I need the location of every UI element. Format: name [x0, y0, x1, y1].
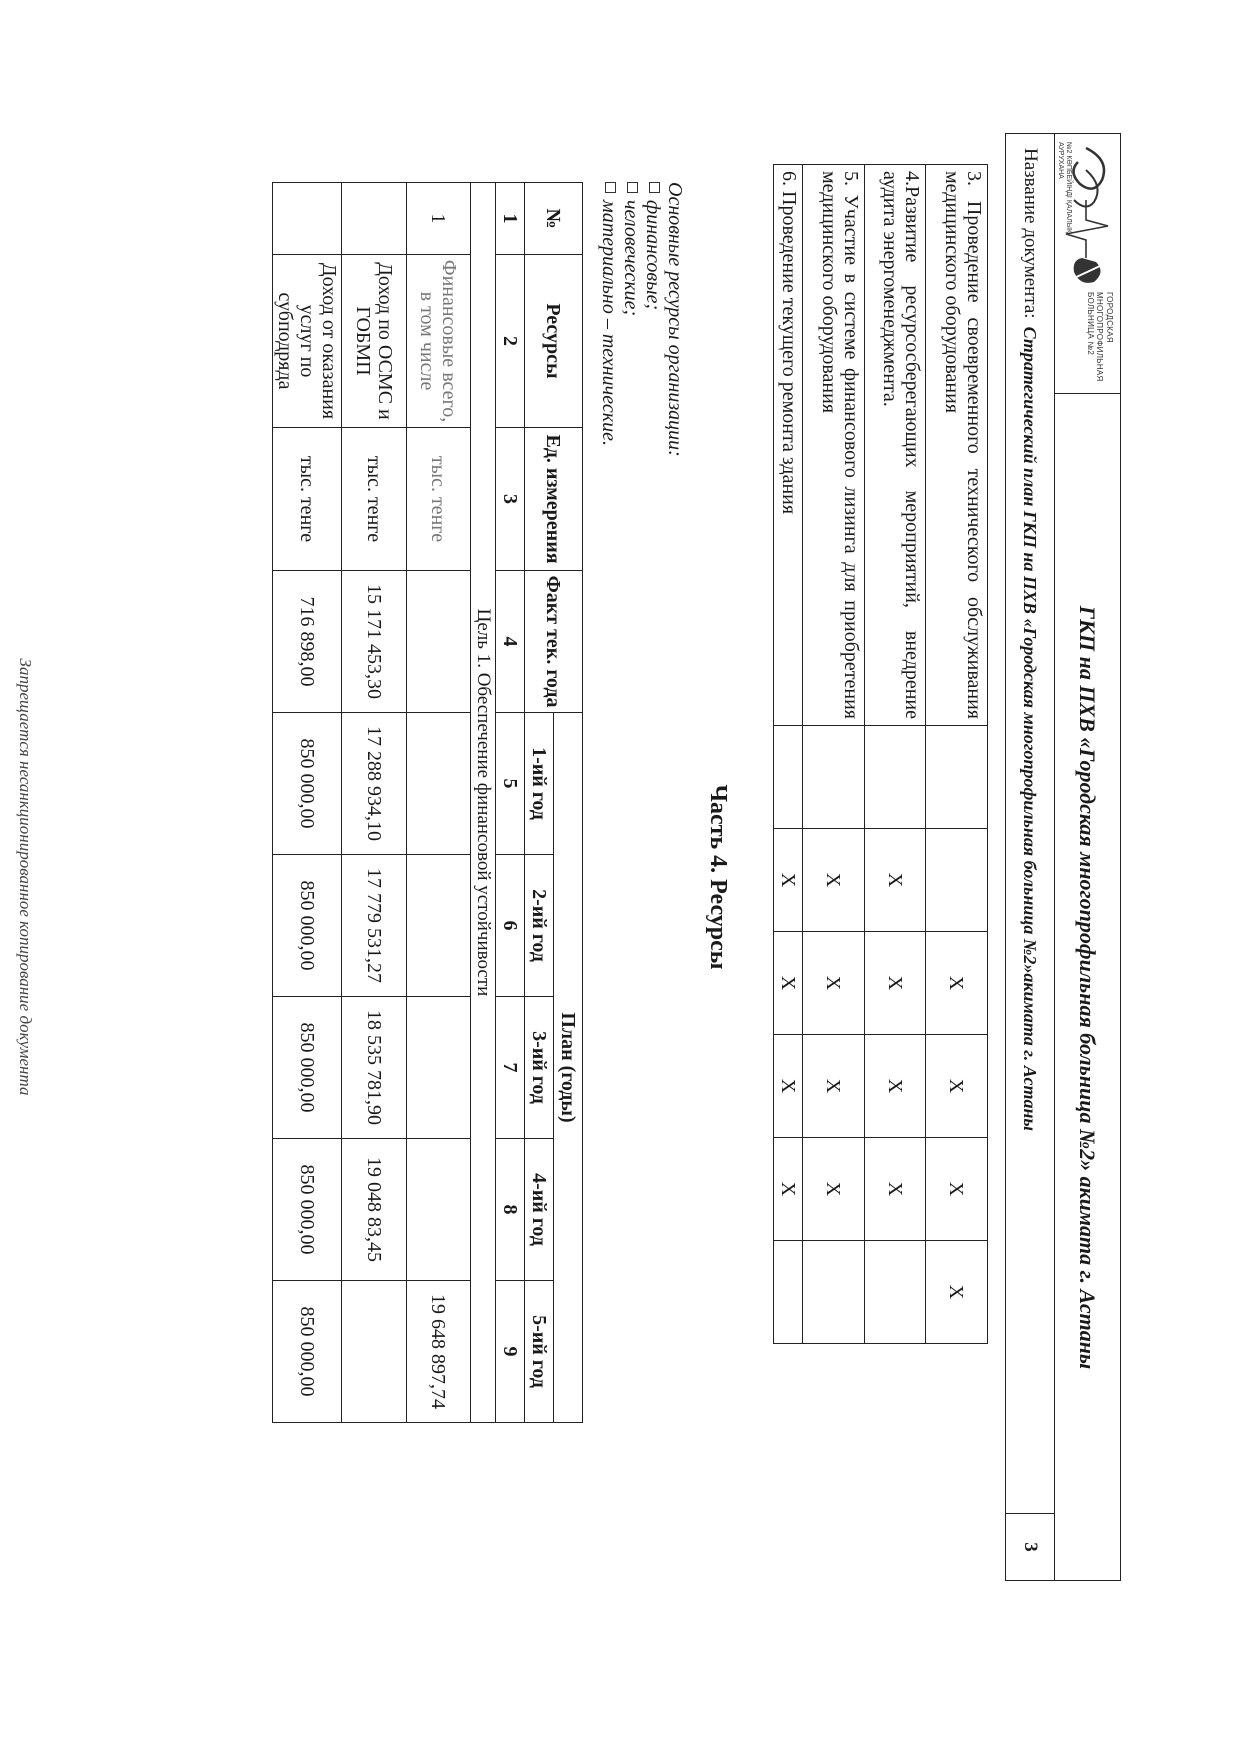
col-header-resource: Ресурсы [525, 255, 583, 428]
col-header-year-1: 1-ий год [525, 713, 554, 855]
activity-mark [865, 1241, 926, 1344]
activities-table [773, 164, 988, 1344]
resource-num [342, 183, 407, 255]
activity-description: 5. Участие в системе финансового лизинга для приобретения медицинского оборудования [803, 165, 865, 726]
resource-value [407, 571, 471, 713]
document-name-row [1006, 134, 1054, 1514]
activity-mark: X [865, 932, 926, 1035]
activity-mark [803, 726, 865, 829]
column-index-cell: 1 [496, 183, 525, 255]
resources-table [272, 182, 583, 1423]
logo-text-kz: №2 КӨПБЕЙІНДІ ҚАЛАЛЫҚ АУРУХАНА [1057, 142, 1072, 234]
activity-mark: X [865, 1138, 926, 1241]
activity-mark: X [926, 1138, 988, 1241]
resource-value: 850 000,00 [273, 713, 342, 855]
checkbox-icon [605, 182, 616, 193]
activity-mark: X [865, 829, 926, 932]
col-header-plan: План (годы) [554, 713, 583, 1423]
activity-description: 3. Проведение своевременного технического обслуживания медицинского оборудования [926, 165, 988, 726]
part-title: Часть 4. Ресурсы [705, 784, 731, 970]
activity-mark: X [803, 1035, 865, 1138]
page-number: 3 [1020, 1542, 1041, 1552]
column-index-cell: 7 [496, 997, 525, 1139]
resource-name: Финансовые всего, в том числе [407, 255, 471, 428]
resource-row [407, 183, 471, 1423]
activity-mark [803, 1241, 865, 1344]
resource-row [273, 183, 342, 1423]
resource-value: 19 648 897,74 [407, 1281, 471, 1423]
activity-mark: X [774, 829, 803, 932]
document-header [1005, 133, 1121, 1581]
resource-value: 716 898,00 [273, 571, 342, 713]
resource-value: 850 000,00 [273, 855, 342, 997]
resource-value: 850 000,00 [273, 1139, 342, 1281]
resource-name: Доход от оказания услуг по субподряда [273, 255, 342, 428]
document-name-label: Название документа: [1020, 148, 1041, 319]
resources-intro [598, 182, 686, 457]
resource-name: Доход по ОСМС и ГОБМП [342, 255, 407, 428]
resource-value [407, 713, 471, 855]
checkbox-icon [649, 182, 660, 193]
resource-value: 850 000,00 [273, 1281, 342, 1423]
activity-description: 4.Развитие ресурсосберегающих мероприятий, внедрение аудита энергоменеджмента. [865, 165, 926, 726]
resource-value: 18 535 781,90 [342, 997, 407, 1139]
activity-mark: X [926, 932, 988, 1035]
resource-num: 1 [407, 183, 471, 255]
activity-mark: X [926, 1035, 988, 1138]
resource-item-label: материально – технические. [598, 200, 620, 446]
organization-title: ГКП на ПХВ «Городская многопрофильная больница №2» акимата г. Астаны [1054, 394, 1120, 1581]
resource-unit: тыс. тенге [273, 428, 342, 571]
col-header-year-5: 5-ий год [525, 1281, 554, 1423]
resource-num [273, 183, 342, 255]
column-index-cell: 2 [496, 255, 525, 428]
activity-mark [774, 1241, 803, 1344]
activity-row [774, 165, 803, 1344]
column-index-cell: 5 [496, 713, 525, 855]
resource-value: 17 779 531,27 [342, 855, 407, 997]
activity-description: 6. Проведение текущего ремонта здания [774, 165, 803, 726]
column-index-cell: 8 [496, 1139, 525, 1281]
column-index-cell: 3 [496, 428, 525, 571]
resource-item-financial [642, 182, 664, 457]
resource-item-human [620, 182, 642, 457]
col-header-year-2: 2-ий год [525, 855, 554, 997]
resource-unit: тыс. тенге [342, 428, 407, 571]
activity-mark [865, 726, 926, 829]
activity-mark [926, 829, 988, 932]
document-name-value: Стратегический план ГКП на ПХВ «Городская многопрофильная больница №2»акимата г. Астаны [1020, 326, 1041, 1131]
activity-mark: X [926, 1241, 988, 1344]
column-index-row [496, 183, 525, 1423]
resource-row [342, 183, 407, 1423]
footer-notice: Запрещается несанкционированное копирование документа [16, 658, 35, 1096]
col-header-num: № [525, 183, 583, 255]
resource-value [407, 997, 471, 1139]
resource-value [407, 1139, 471, 1281]
col-header-fact: Факт тек. года [525, 571, 583, 713]
resource-unit: тыс. тенге [407, 428, 471, 571]
column-index-cell: 4 [496, 571, 525, 713]
logo-cell [1054, 134, 1120, 394]
activity-mark: X [865, 1035, 926, 1138]
activity-mark: X [803, 932, 865, 1035]
col-header-year-4: 4-ий год [525, 1139, 554, 1281]
resource-value [407, 855, 471, 997]
resource-item-label: человеческие; [620, 200, 642, 317]
column-index-cell: 9 [496, 1281, 525, 1423]
activity-mark: X [803, 829, 865, 932]
resource-value: 850 000,00 [273, 997, 342, 1139]
activity-mark: X [803, 1138, 865, 1241]
activity-row [803, 165, 865, 1344]
col-header-year-3: 3-ий год [525, 997, 554, 1139]
resource-item-label: финансовые; [642, 200, 664, 311]
resource-value [342, 1281, 407, 1423]
resource-value: 15 171 453,30 [342, 571, 407, 713]
goal-row: Цель 1. Обеспечение финансовой устойчивости [471, 183, 496, 1423]
activity-mark: X [774, 1035, 803, 1138]
activity-mark [926, 726, 988, 829]
activity-row [926, 165, 988, 1344]
resources-heading: Основные ресурсы организации: [664, 182, 686, 457]
activity-row [865, 165, 926, 1344]
logo-text: ГОРОДСКАЯ МНОГОПРОФИЛЬНАЯ БОЛЬНИЦА №2 [1086, 292, 1114, 382]
checkbox-icon [627, 182, 638, 193]
resource-item-material [598, 182, 620, 457]
activity-mark [774, 726, 803, 829]
column-index-cell: 6 [496, 855, 525, 997]
resource-value: 17 288 934,10 [342, 713, 407, 855]
activity-mark: X [774, 932, 803, 1035]
resource-value: 19 048 83,45 [342, 1139, 407, 1281]
col-header-unit: Ед. измерения [525, 428, 583, 571]
activity-mark: X [774, 1138, 803, 1241]
